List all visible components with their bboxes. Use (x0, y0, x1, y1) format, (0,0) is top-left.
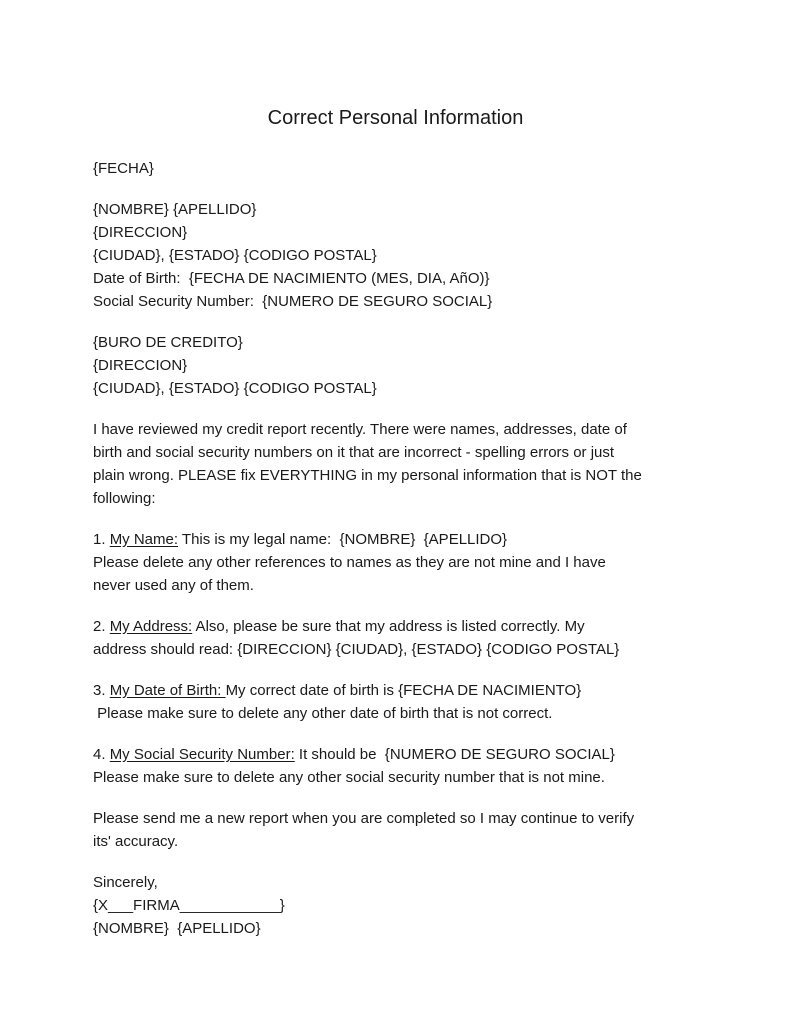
closing-paragraph (93, 807, 698, 853)
closing-line: Please send me a new report when you are completed so I may continue to verify (93, 810, 635, 827)
item-number: 1. (93, 531, 110, 548)
recipient-bureau-line: {BURO DE CREDITO} (93, 334, 243, 351)
signoff-name-line: {NOMBRE} {APELLIDO} (93, 920, 261, 937)
sender-address-block (93, 198, 698, 313)
signoff-sincerely-line: Sincerely, (93, 874, 158, 891)
item-first-line (93, 743, 698, 766)
item-first-line (93, 679, 698, 702)
item-date-of-birth (93, 679, 698, 725)
item-text: Also, please be sure that my address is listed correctly. My (192, 618, 585, 635)
closing-line: its' accuracy. (93, 833, 179, 850)
item-number: 2. (93, 618, 110, 635)
item-line: Please delete any other references to names as they are not mine and I have (93, 554, 606, 571)
intro-line: birth and social security numbers on it that are incorrect - spelling errors or just (93, 444, 615, 461)
sender-name-line: {NOMBRE} {APELLIDO} (93, 201, 257, 218)
intro-line: following: (93, 490, 156, 507)
item-line: address should read: {DIRECCION} {CIUDAD}, {ESTADO} {CODIGO POSTAL} (93, 641, 620, 658)
item-line: Please make sure to delete any other date of birth that is not correct. (93, 705, 553, 722)
item-first-line (93, 528, 698, 551)
recipient-address-block (93, 331, 698, 400)
item-label: My Name: (109, 531, 179, 548)
item-text: This is my legal name: {NOMBRE} {APELLIDO} (178, 531, 508, 548)
signoff-block (93, 871, 698, 940)
sender-city-line: {CIUDAD}, {ESTADO} {CODIGO POSTAL} (93, 247, 377, 264)
sender-ssn-line: Social Security Number: {NUMERO DE SEGURO SOCIAL} (93, 293, 493, 310)
date-block (93, 157, 698, 180)
date-line: {FECHA} (93, 160, 154, 177)
recipient-street-line: {DIRECCION} (93, 357, 188, 374)
item-label: My Date of Birth: (109, 682, 226, 699)
intro-line: I have reviewed my credit report recently. There were names, addresses, date of (93, 421, 627, 438)
item-first-line (93, 615, 698, 638)
intro-paragraph (93, 418, 698, 510)
item-address (93, 615, 698, 661)
item-name (93, 528, 698, 597)
item-label: My Social Security Number: (109, 746, 295, 763)
item-ssn (93, 743, 698, 789)
document-title: Correct Personal Information (267, 107, 524, 129)
intro-line: plain wrong. PLEASE fix EVERYTHING in my personal information that is NOT the (93, 467, 642, 484)
signoff-signature-line: {X___FIRMA____________} (93, 897, 285, 914)
item-number: 3. (93, 682, 110, 699)
sender-street-line: {DIRECCION} (93, 224, 188, 241)
item-number: 4. (93, 746, 110, 763)
item-label: My Address: (109, 618, 193, 635)
item-text: My correct date of birth is {FECHA DE NACIMIENTO} (225, 682, 582, 699)
item-line: never used any of them. (93, 577, 254, 594)
recipient-city-line: {CIUDAD}, {ESTADO} {CODIGO POSTAL} (93, 380, 377, 397)
sender-dob-line: Date of Birth: {FECHA DE NACIMIENTO (MES, DIA, AñO)} (93, 270, 490, 287)
item-text: It should be {NUMERO DE SEGURO SOCIAL} (294, 746, 615, 763)
item-line: Please make sure to delete any other social security number that is not mine. (93, 769, 605, 786)
